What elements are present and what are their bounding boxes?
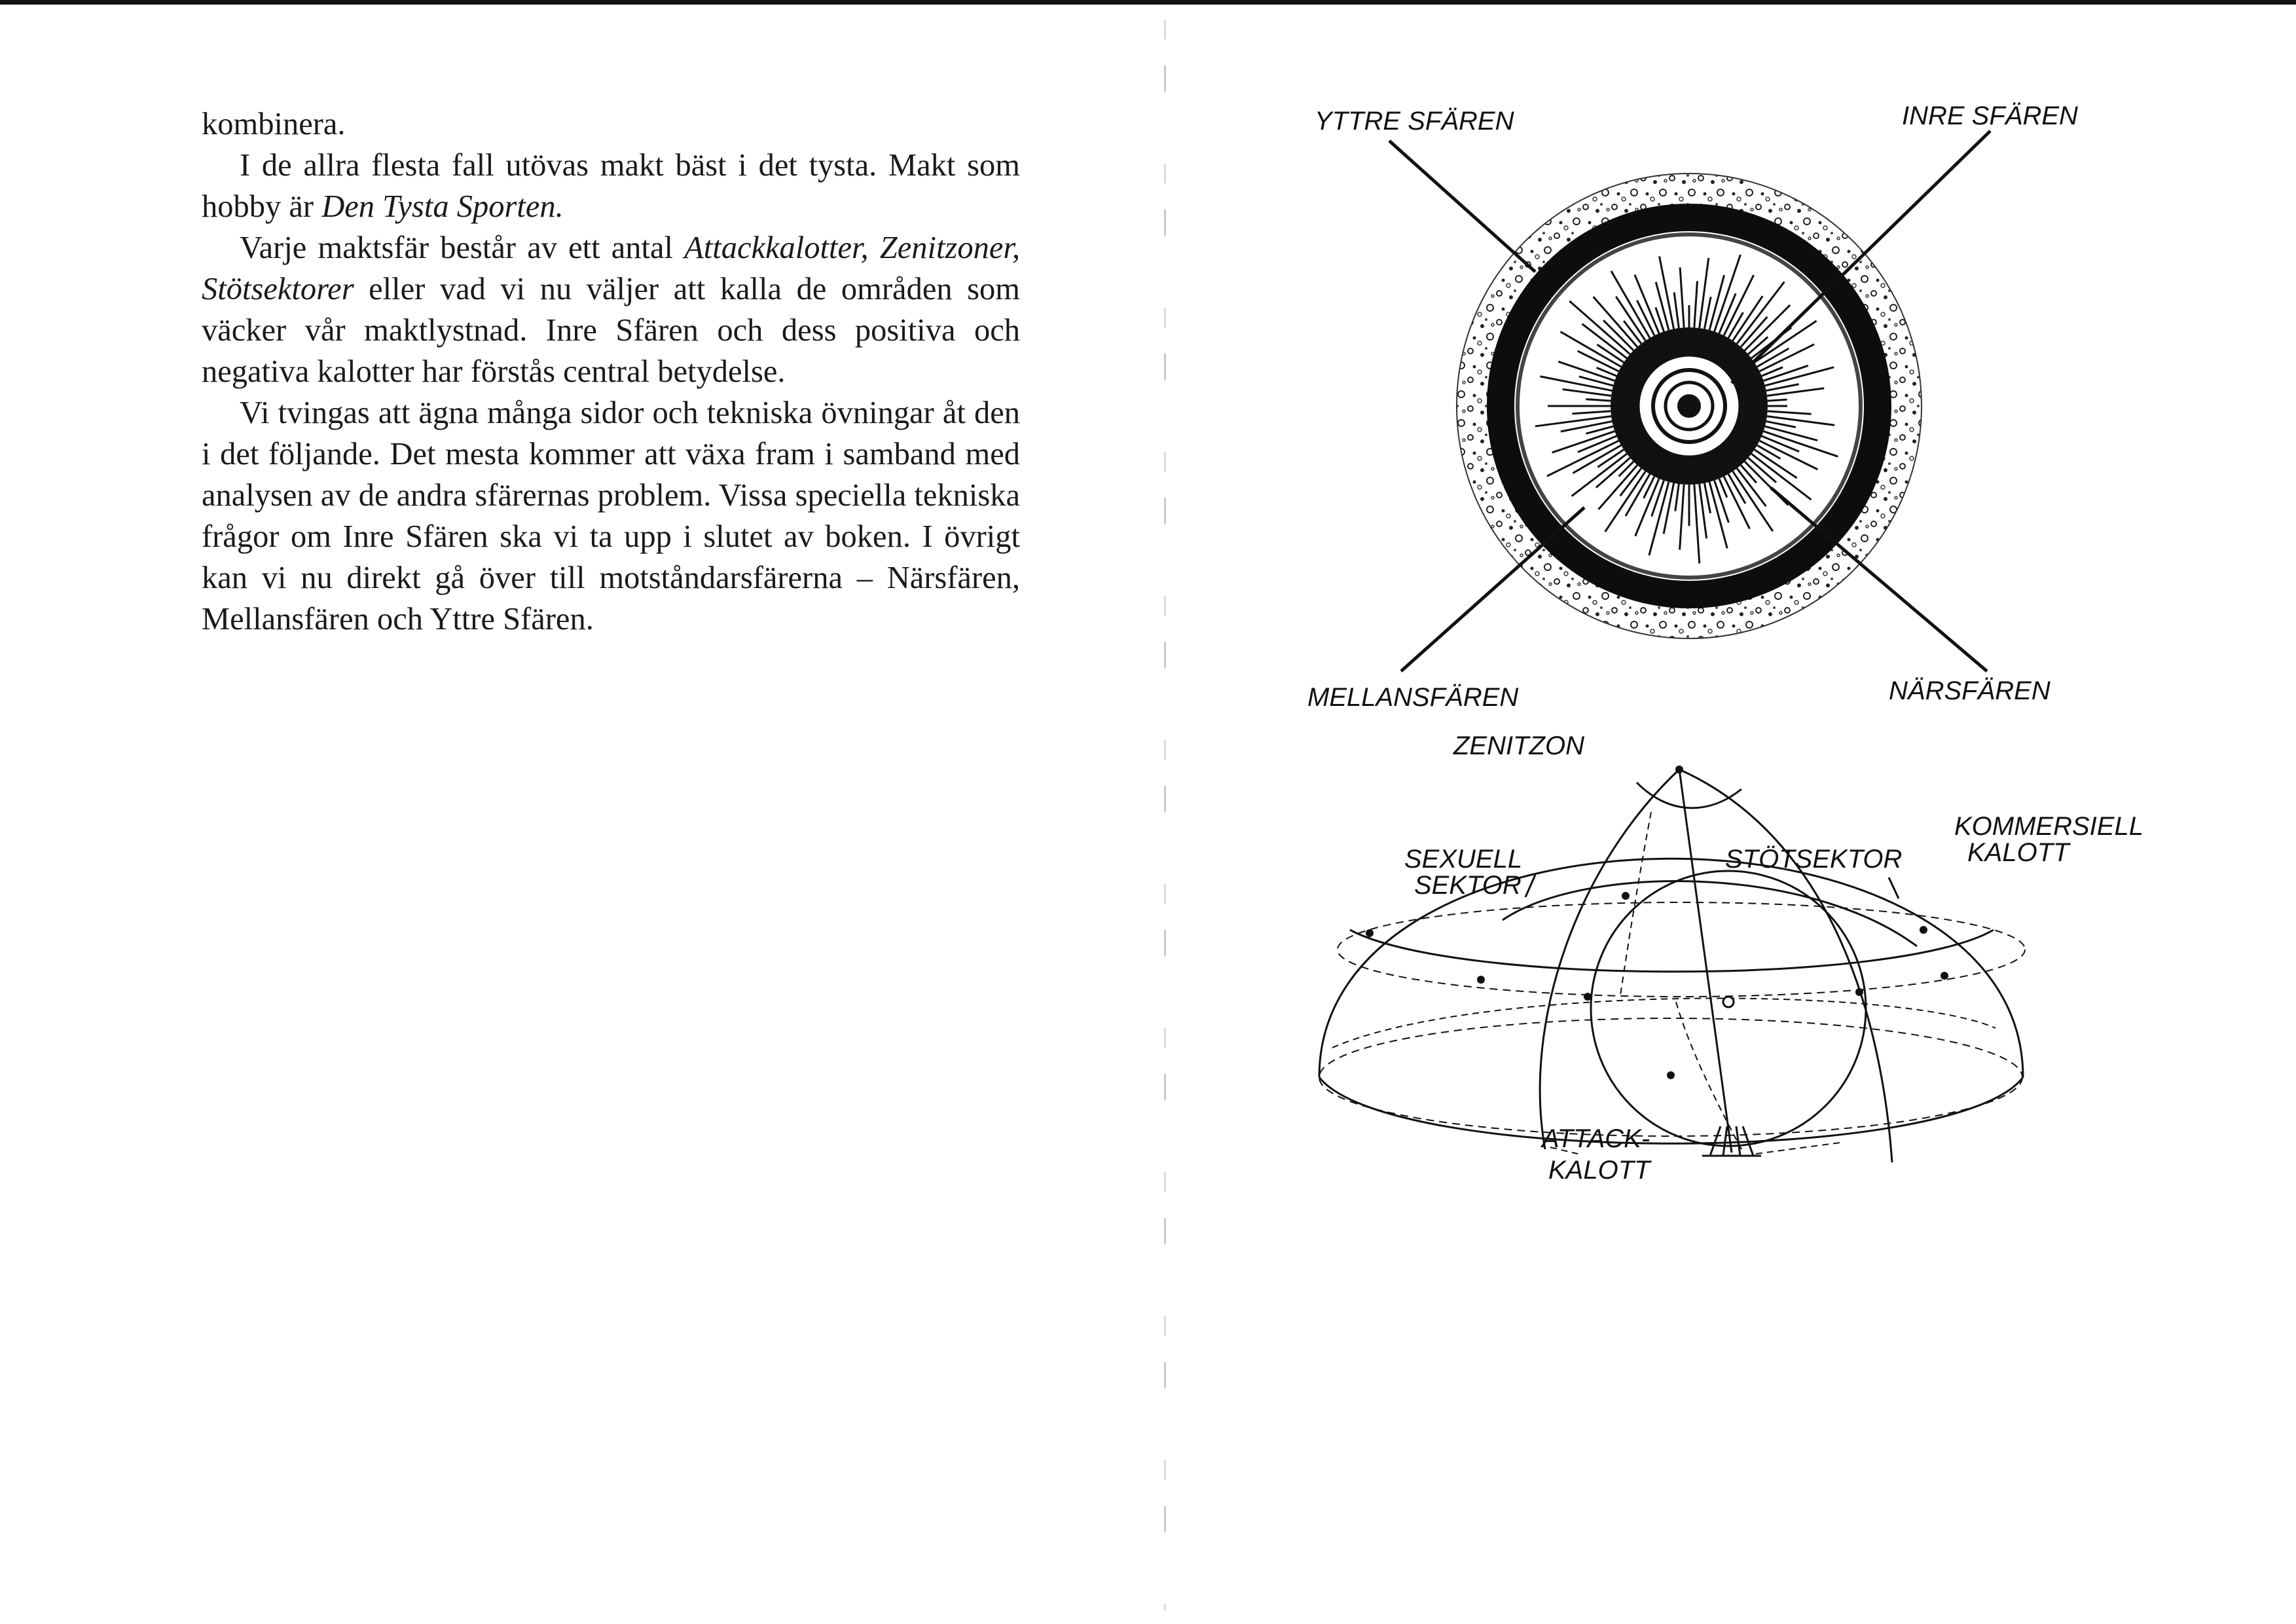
label-sexual-1: SEXUELL	[1404, 845, 1523, 874]
left-page-text	[202, 103, 1020, 640]
hemisphere-diagram	[1319, 731, 2143, 1185]
leader-outer-sphere	[1389, 141, 1535, 272]
book-gutter	[1164, 20, 1166, 1611]
paragraph-3: Varje maktsfär består av ett antal Attackkalotter, Zenitzoner, Stötsektorer eller vad vi nu väljer att kalla de områden som väcker vår maktlystnad. Inre Sfären och dess positiva och negativa kalotter har förstås central betydelse.	[202, 231, 1020, 389]
label-attack-2: KALOTT	[1548, 1156, 1650, 1185]
center-node	[1723, 997, 1734, 1007]
paragraph-4: Vi tvingas att ägna många sidor och tekniska övningar åt den i det följande. Det mesta kommer att växa fram i samband med analysen av de andra sfärernas problem. Vissa speciella tekniska frågor om Inre Sfären ska vi ta upp i slutet av boken. I övrigt kan vi nu direkt gå över till motståndarsfärerna – Närsfären, Mellansfären och Yttre Sfären.	[202, 396, 1020, 637]
paragraph-2-emphasis: Den Tysta Sporten.	[321, 189, 564, 224]
paragraph-3-emphasis: Attackkalotter, Zenitzoner, Stötsektorer	[202, 231, 1020, 306]
label-outer-sphere: YTTRE SFÄREN	[1315, 107, 1514, 136]
label-inner-sphere: INRE SFÄREN	[1902, 101, 2078, 130]
paragraph-1: kombinera.	[202, 107, 346, 141]
label-commercial-2: KALOTT	[1967, 838, 2069, 867]
label-middle-sphere: MELLANSFÄREN	[1307, 683, 1519, 712]
label-thrust-sector: STÖTSEKTOR	[1725, 845, 1903, 874]
label-zenith-zone: ZENITZON	[1453, 731, 1584, 760]
diagram-nodes	[1366, 766, 1948, 1079]
label-sexual-2: SEKTOR	[1414, 871, 1522, 900]
ray-line	[1768, 399, 1787, 401]
label-attack-1: ATTACK-	[1542, 1124, 1650, 1153]
sphere-diagram	[1307, 101, 2078, 712]
label-near-sphere: NÄRSFÄREN	[1889, 676, 2050, 705]
label-commercial-1: KOMMERSIELL	[1954, 812, 2143, 841]
right-page-figures	[1178, 0, 2296, 1624]
mid-ring-dashed	[1338, 902, 2025, 997]
meridian-left	[1540, 769, 1679, 1149]
upper-latitude	[1350, 930, 1994, 972]
attack-sphere-circle	[1591, 871, 1866, 1146]
central-axis	[1679, 769, 1732, 1153]
figures-svg	[1178, 0, 2296, 1624]
paragraph-2: I de allra flesta fall utövas makt bäst i det tysta. Makt som hobby är Den Tysta Sporten.	[202, 148, 1020, 224]
